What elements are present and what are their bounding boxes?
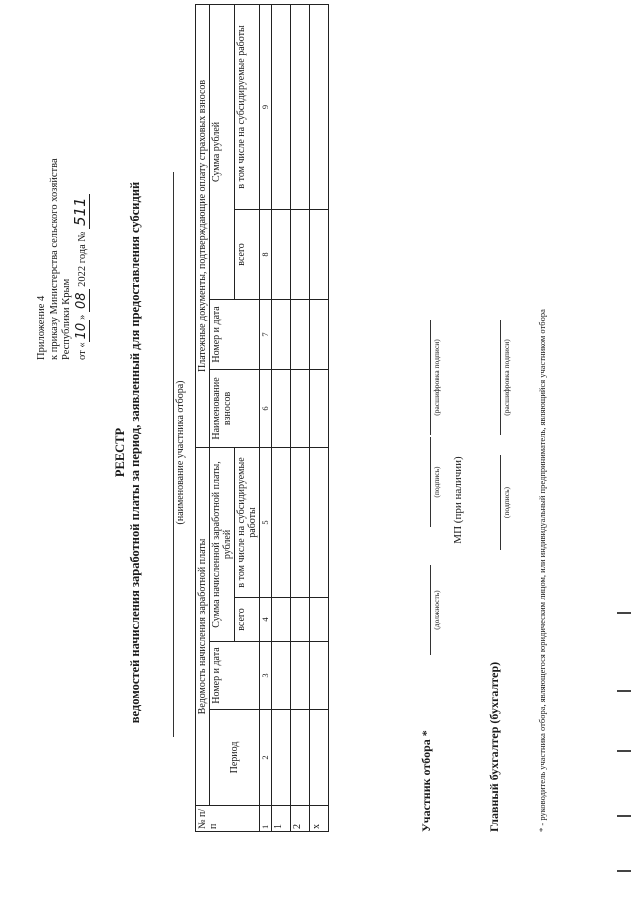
appendix-block (36, 158, 89, 360)
year-text: 2022 года № (76, 228, 88, 290)
signature-caption: (подпись) (432, 466, 441, 498)
header-incl-subsid: в том числе на субсидируемые работы (235, 447, 260, 597)
table-cell (310, 642, 329, 710)
header-sum-rub: Сумма рублей (210, 4, 235, 299)
appendix-line-1: Приложение 4 (36, 295, 47, 360)
footnote: * - руководитель участника отбора, являющегося юридическим лицом, или индивидуальный предприниматель, являющийся участником отбора (537, 309, 547, 832)
scan-mark (617, 815, 631, 817)
signature-line (430, 437, 431, 527)
row-label: 2 (291, 806, 310, 832)
col-number: 1 (260, 806, 272, 832)
table-cell (310, 299, 329, 369)
table-cell (291, 299, 310, 369)
position-line (430, 565, 431, 655)
row-label: 1 (272, 806, 291, 832)
appendix-line-2: к приказу Министерства сельского хозяйства (48, 158, 60, 360)
table-cell (310, 209, 329, 299)
stamp-placeholder: МП (при наличии) (452, 456, 464, 544)
document-subtitle: ведомостей начисления заработной платы за период, заявленный для предоставления субсидий (128, 181, 142, 724)
handwritten-month: 08 (74, 289, 90, 312)
table-cell (272, 447, 291, 597)
header-number-date: Номер и дата (210, 642, 260, 710)
col-number: 3 (260, 642, 272, 710)
table-cell (291, 642, 310, 710)
col-number: 7 (260, 299, 272, 369)
table-cell (272, 598, 291, 642)
scan-mark (617, 870, 631, 872)
appendix-date-line (70, 158, 90, 360)
table-cell (291, 209, 310, 299)
accountant-decode-caption: (расшифровка подписи) (502, 339, 511, 416)
table-cell (310, 598, 329, 642)
date-mid: » (76, 312, 88, 320)
header-number-date-2: Номер и дата (210, 299, 260, 369)
handwritten-order-number: 511 (71, 194, 90, 229)
document-title: РЕЕСТР (113, 427, 127, 478)
accountant-decode-line (500, 320, 501, 435)
participant-name-caption: (наименование участника отбора) (175, 380, 186, 525)
header-period: Период (210, 710, 260, 806)
accountant-label: Главный бухгалтер (бухгалтер) (487, 661, 501, 832)
header-salary-sum: Сумма начисленной заработной платы, рублей (210, 447, 235, 641)
col-number: 8 (260, 209, 272, 299)
table-cell (310, 447, 329, 597)
participant-name-line (173, 172, 174, 737)
header-payments: Платежные документы, подтверждающие оплату страховых взносов (196, 4, 210, 447)
table-row (272, 4, 291, 831)
registry-table (195, 4, 329, 832)
table-cell (291, 447, 310, 597)
table-cell (310, 369, 329, 447)
accountant-signature-caption: (подпись) (502, 486, 511, 519)
table-cell (291, 369, 310, 447)
table-cell (272, 369, 291, 447)
col-number: 6 (260, 369, 272, 447)
handwritten-day: 10 (74, 320, 90, 343)
col-number: 2 (260, 710, 272, 806)
column-number-row (260, 4, 272, 831)
header-contrib-name: Наименование взносов (210, 369, 260, 447)
table-cell (272, 642, 291, 710)
col-number: 5 (260, 447, 272, 597)
table-row (310, 4, 329, 831)
position-caption: (должность) (432, 590, 441, 630)
table-cell (272, 710, 291, 806)
table-row (291, 4, 310, 831)
decode-line (430, 320, 431, 435)
scan-mark (617, 750, 631, 752)
table-cell (310, 4, 329, 209)
table-cell (272, 209, 291, 299)
scan-mark (617, 690, 631, 692)
accountant-signature-line (500, 455, 501, 550)
appendix-line-3: Республики Крым (61, 278, 72, 360)
table-cell (310, 710, 329, 806)
col-number: 9 (260, 4, 272, 209)
table-cell (272, 299, 291, 369)
header-incl-subsid-2: в том числе на субсидируемые работы (235, 4, 260, 209)
header-total: всего (235, 598, 260, 642)
header-num: № п/п (196, 806, 260, 832)
scan-mark (617, 612, 631, 614)
header-payroll: Ведомость начисления заработной платы (196, 447, 210, 805)
col-number: 4 (260, 598, 272, 642)
table-cell (291, 598, 310, 642)
date-prefix: от « (76, 342, 88, 360)
header-total-2: всего (235, 209, 260, 299)
decode-caption: (расшифровка подписи) (432, 339, 441, 416)
participant-label: Участник отбора * (419, 730, 433, 832)
table-cell (272, 4, 291, 209)
table-cell (291, 4, 310, 209)
row-label: x (310, 806, 329, 832)
table-cell (291, 710, 310, 806)
